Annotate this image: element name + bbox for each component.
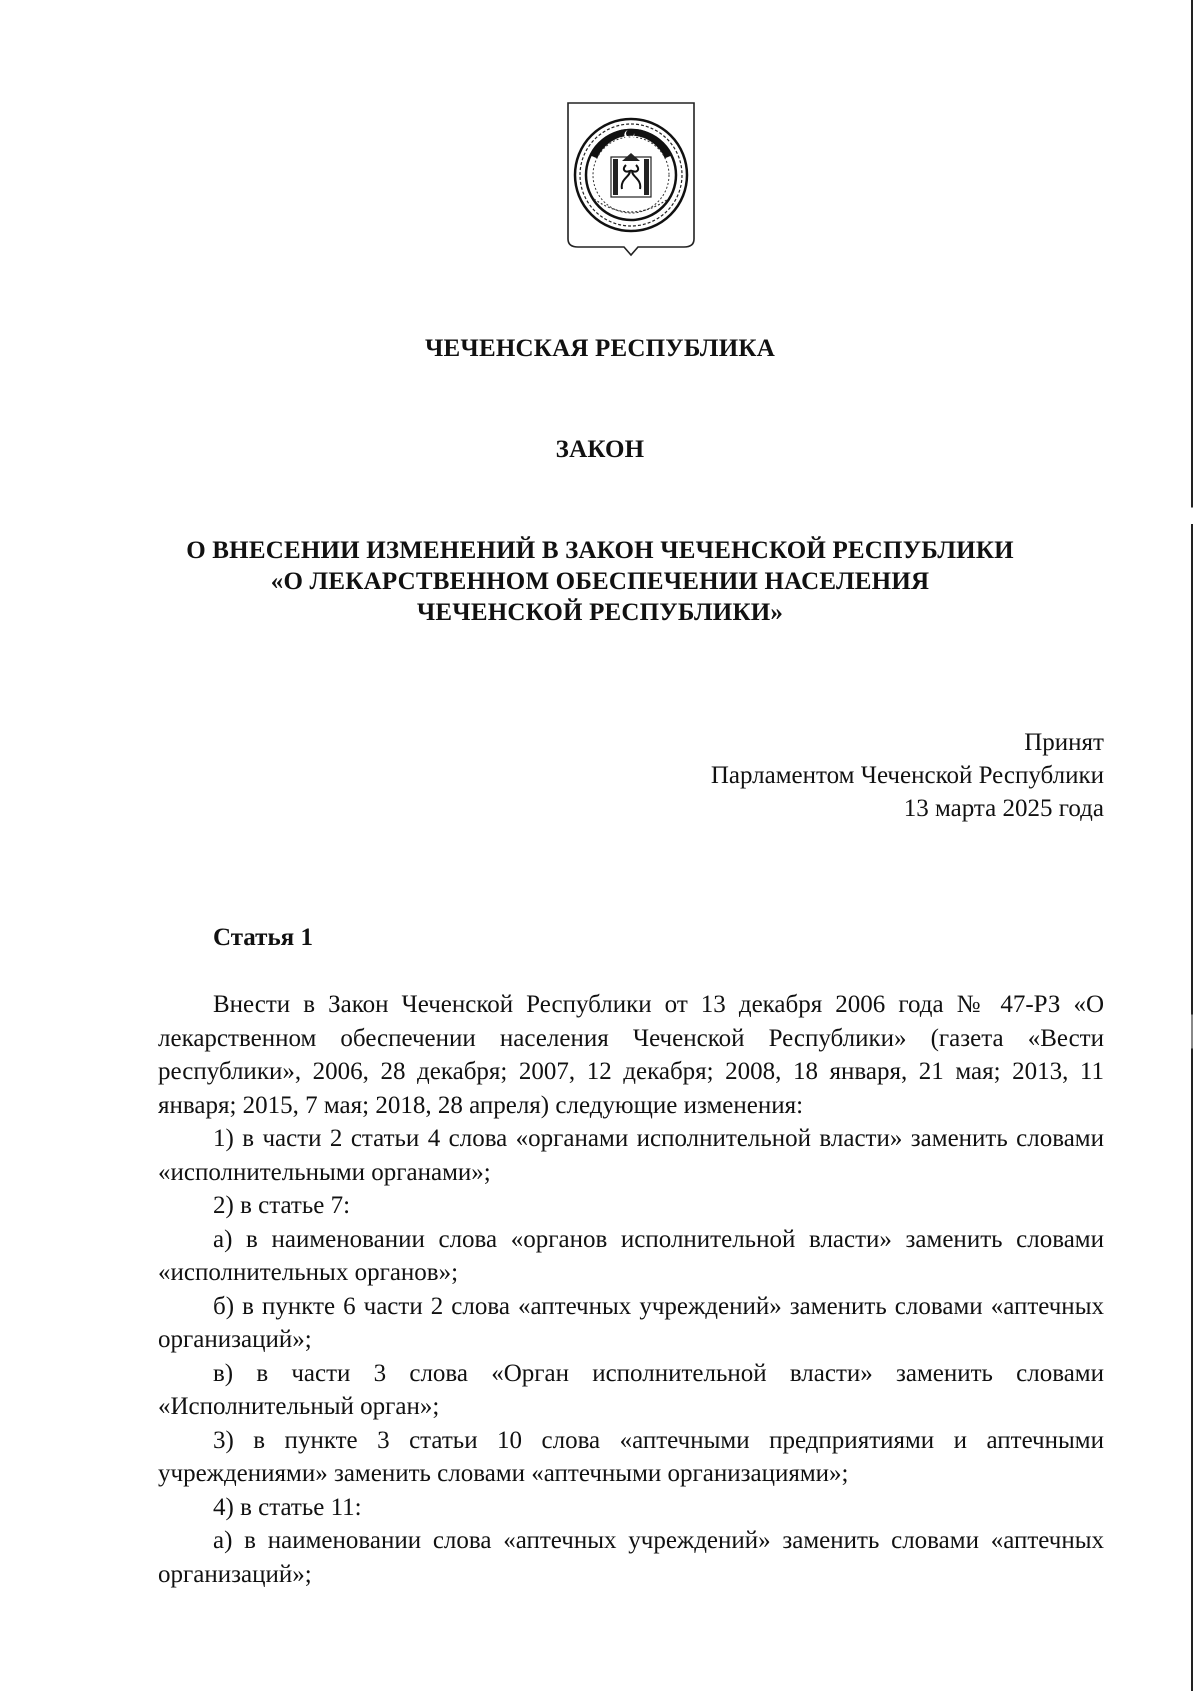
article-paragraph: Внести в Закон Чеченской Республики от 13 декабря 2006 года № 47-РЗ «О лекарственном обеспечении населения Чеченской Республики» (газета «Вести республики», 2006, 28 декабря; 2007, 12 декабря; 2008, 18 января, 21 мая; 2013, 11 января; 2015, 7 мая; 2018, 28 апреля) следующие изменения: xyxy=(158,991,1104,1119)
coat-of-arms-icon xyxy=(564,99,700,259)
article-heading: Статья 1 xyxy=(213,924,313,951)
law-title-line: О ВНЕСЕНИИ ИЗМЕНЕНИЙ В ЗАКОН ЧЕЧЕНСКОЙ РЕСПУБЛИКИ xyxy=(186,537,1014,564)
article-paragraph: б) в пункте 6 части 2 слова «аптечных учреждений» заменить словами «аптечных организаций»; xyxy=(158,1292,1104,1353)
article-paragraph: 4) в статье 11: xyxy=(213,1493,362,1521)
article-paragraph: 1) в части 2 статьи 4 слова «органами исполнительной власти» заменить словами «исполнительными органами»; xyxy=(158,1125,1104,1186)
law-title-line: «О ЛЕКАРСТВЕННОМ ОБЕСПЕЧЕНИИ НАСЕЛЕНИЯ xyxy=(270,568,930,595)
article-body xyxy=(158,988,1104,1591)
republic-name: ЧЕЧЕНСКАЯ РЕСПУБЛИКА xyxy=(425,335,775,362)
article-paragraph: 3) в пункте 3 статьи 10 слова «аптечными предприятиями и аптечными учреждениями» заменить словами «аптечными организациями»; xyxy=(158,1426,1104,1487)
article-paragraph: а) в наименовании слова «аптечных учреждений» заменить словами «аптечных организаций»; xyxy=(158,1527,1104,1588)
document-type: ЗАКОН xyxy=(555,436,645,463)
article-paragraph: 2) в статье 7: xyxy=(213,1192,351,1219)
adoption-date: 13 марта 2025 года xyxy=(903,795,1104,822)
adoption-line: Парламентом Чеченской Республики xyxy=(710,762,1104,789)
chechen-coat-of-arms-icon xyxy=(564,99,700,259)
adoption-block xyxy=(711,726,1104,825)
law-title-line: ЧЕЧЕНСКОЙ РЕСПУБЛИКИ» xyxy=(416,599,784,626)
scan-edge-line xyxy=(1191,0,1193,1691)
article-paragraph: а) в наименовании слова «органов исполнительной власти» заменить словами «исполнительных органов»; xyxy=(158,1225,1104,1286)
adoption-line: Принят xyxy=(1024,729,1104,756)
article-paragraph: в) в части 3 слова «Орган исполнительной власти» заменить словами «Исполнительный орган»; xyxy=(158,1359,1104,1420)
law-title xyxy=(0,535,1200,628)
